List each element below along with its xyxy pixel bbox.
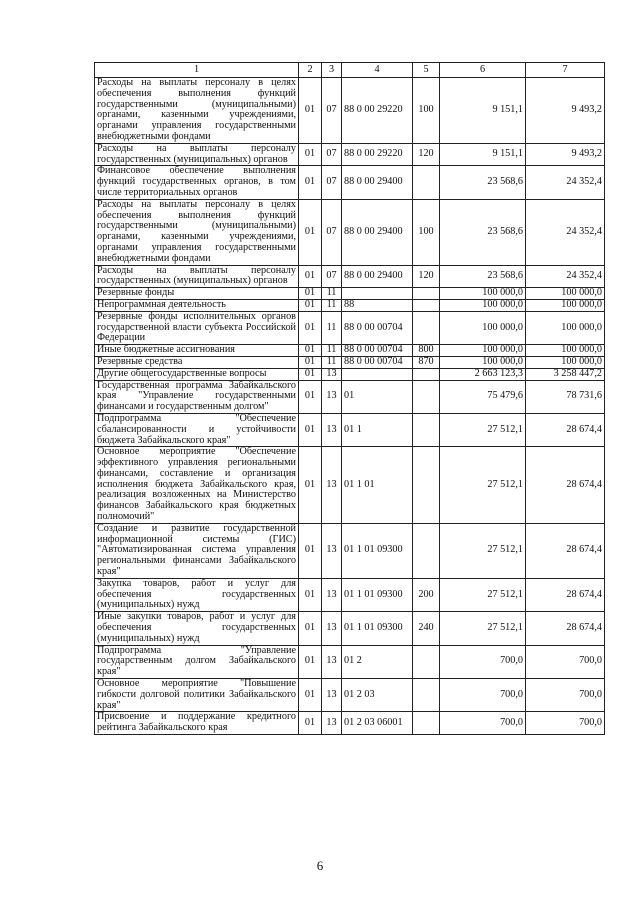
table-row (95, 380, 605, 413)
row-name-cell: Резервные фонды (95, 288, 299, 300)
amount-year1-cell: 23 568,6 (440, 265, 526, 288)
expense-type-cell (413, 299, 440, 311)
amount-year2-cell: 3 258 447,2 (526, 368, 605, 380)
section-code-cell: 01 (299, 143, 322, 166)
amount-year1-cell: 700,0 (440, 679, 526, 712)
row-name-cell: Государственная программа Забайкальского края "Управление государственными финансами и государственным долгом" (95, 380, 299, 413)
section-code-cell: 01 (299, 199, 322, 265)
section-code-cell: 01 (299, 299, 322, 311)
amount-year2-cell: 100 000,0 (526, 288, 605, 300)
subsection-code-cell: 13 (322, 645, 342, 678)
expense-type-cell (413, 679, 440, 712)
subsection-code-cell: 13 (322, 523, 342, 578)
expense-type-cell: 120 (413, 265, 440, 288)
table-row (95, 299, 605, 311)
row-name-cell: Иные закупки товаров, работ и услуг для обеспечения государственных (муниципальных) нужд (95, 612, 299, 645)
table-row (95, 679, 605, 712)
row-name-cell: Подпрограмма "Управление государственным долгом Забайкальского края" (95, 645, 299, 678)
amount-year1-cell: 9 151,1 (440, 143, 526, 166)
target-article-cell: 88 0 00 00704 (342, 345, 413, 357)
table-row (95, 712, 605, 735)
target-article-cell: 88 0 00 29220 (342, 78, 413, 144)
subsection-code-cell: 13 (322, 612, 342, 645)
subsection-code-cell: 13 (322, 413, 342, 446)
row-name-cell: Расходы на выплаты персоналу в целях обеспечения выполнения функций государственными (муниципальными) органами, казенными учреждениями, органами управления государственными внебюджетными фондами (95, 78, 299, 144)
amount-year1-cell: 700,0 (440, 645, 526, 678)
amount-year2-cell: 24 352,4 (526, 166, 605, 199)
table-row (95, 645, 605, 678)
amount-year2-cell: 9 493,2 (526, 143, 605, 166)
expense-type-cell: 100 (413, 78, 440, 144)
section-code-cell: 01 (299, 413, 322, 446)
amount-year2-cell: 24 352,4 (526, 199, 605, 265)
amount-year1-cell: 100 000,0 (440, 311, 526, 344)
table-row (95, 143, 605, 166)
row-name-cell: Непрограммная деятельность (95, 299, 299, 311)
section-code-cell: 01 (299, 712, 322, 735)
header-cell: 6 (440, 63, 526, 78)
subsection-code-cell: 13 (322, 712, 342, 735)
amount-year1-cell: 27 512,1 (440, 578, 526, 611)
amount-year2-cell: 100 000,0 (526, 356, 605, 368)
amount-year1-cell: 27 512,1 (440, 612, 526, 645)
amount-year1-cell: 100 000,0 (440, 288, 526, 300)
amount-year1-cell: 100 000,0 (440, 356, 526, 368)
subsection-code-cell: 07 (322, 143, 342, 166)
header-cell: 1 (95, 63, 299, 78)
target-article-cell: 01 2 03 (342, 679, 413, 712)
row-name-cell: Другие общегосударственные вопросы (95, 368, 299, 380)
header-cell: 5 (413, 63, 440, 78)
section-code-cell: 01 (299, 166, 322, 199)
subsection-code-cell: 07 (322, 199, 342, 265)
subsection-code-cell: 13 (322, 447, 342, 524)
section-code-cell: 01 (299, 345, 322, 357)
amount-year1-cell: 75 479,6 (440, 380, 526, 413)
section-code-cell: 01 (299, 368, 322, 380)
expense-type-cell: 870 (413, 356, 440, 368)
table-row (95, 612, 605, 645)
row-name-cell: Иные бюджетные ассигнования (95, 345, 299, 357)
target-article-cell: 88 0 00 29220 (342, 143, 413, 166)
page-number: 6 (316, 858, 324, 873)
amount-year1-cell: 100 000,0 (440, 299, 526, 311)
amount-year2-cell: 28 674,4 (526, 413, 605, 446)
expense-type-cell (413, 712, 440, 735)
target-article-cell: 88 0 00 29400 (342, 166, 413, 199)
table-row (95, 78, 605, 144)
section-code-cell: 01 (299, 356, 322, 368)
amount-year2-cell: 28 674,4 (526, 447, 605, 524)
subsection-code-cell: 13 (322, 578, 342, 611)
amount-year2-cell: 700,0 (526, 679, 605, 712)
subsection-code-cell: 11 (322, 356, 342, 368)
row-name-cell: Финансовое обеспечение выполнения функций государственных органов, в том числе территориальных органов (95, 166, 299, 199)
amount-year2-cell: 28 674,4 (526, 578, 605, 611)
target-article-cell: 01 1 01 09300 (342, 578, 413, 611)
target-article-cell: 88 0 00 29400 (342, 265, 413, 288)
expense-type-cell (413, 166, 440, 199)
table-row (95, 166, 605, 199)
table-row (95, 199, 605, 265)
row-name-cell: Основное мероприятие "Повышение гибкости долговой политики Забайкальского края" (95, 679, 299, 712)
row-name-cell: Расходы на выплаты персоналу государственных (муниципальных) органов (95, 265, 299, 288)
table-row (95, 265, 605, 288)
target-article-cell: 01 (342, 380, 413, 413)
amount-year1-cell: 100 000,0 (440, 345, 526, 357)
amount-year1-cell: 2 663 123,3 (440, 368, 526, 380)
section-code-cell: 01 (299, 447, 322, 524)
subsection-code-cell: 07 (322, 265, 342, 288)
expense-type-cell: 100 (413, 199, 440, 265)
section-code-cell: 01 (299, 311, 322, 344)
amount-year1-cell: 27 512,1 (440, 447, 526, 524)
subsection-code-cell: 11 (322, 288, 342, 300)
subsection-code-cell: 13 (322, 380, 342, 413)
target-article-cell: 01 1 01 09300 (342, 612, 413, 645)
amount-year1-cell: 9 151,1 (440, 78, 526, 144)
expense-type-cell (413, 447, 440, 524)
amount-year2-cell: 700,0 (526, 645, 605, 678)
table-row (95, 578, 605, 611)
row-name-cell: Расходы на выплаты персоналу государственных (муниципальных) органов (95, 143, 299, 166)
amount-year2-cell: 100 000,0 (526, 299, 605, 311)
subsection-code-cell: 11 (322, 311, 342, 344)
table-row (95, 356, 605, 368)
table-row (95, 447, 605, 524)
expense-type-cell: 800 (413, 345, 440, 357)
amount-year2-cell: 28 674,4 (526, 523, 605, 578)
table-row (95, 413, 605, 446)
expense-type-cell: 240 (413, 612, 440, 645)
expense-type-cell: 200 (413, 578, 440, 611)
expense-type-cell: 120 (413, 143, 440, 166)
row-name-cell: Создание и развитие государственной информационной системы (ГИС) "Автоматизированная система управления региональными финансами Забайкальского края" (95, 523, 299, 578)
subsection-code-cell: 07 (322, 78, 342, 144)
section-code-cell: 01 (299, 380, 322, 413)
expense-type-cell (413, 311, 440, 344)
subsection-code-cell: 13 (322, 368, 342, 380)
section-code-cell: 01 (299, 523, 322, 578)
row-name-cell: Подпрограмма "Обеспечение сбалансированности и устойчивости бюджета Забайкальского края" (95, 413, 299, 446)
section-code-cell: 01 (299, 578, 322, 611)
section-code-cell: 01 (299, 612, 322, 645)
target-article-cell: 01 1 01 (342, 447, 413, 524)
header-cell: 3 (322, 63, 342, 78)
target-article-cell (342, 368, 413, 380)
budget-table (94, 62, 605, 735)
target-article-cell: 01 1 (342, 413, 413, 446)
header-row (95, 63, 605, 78)
section-code-cell: 01 (299, 288, 322, 300)
expense-type-cell (413, 368, 440, 380)
target-article-cell: 88 0 00 00704 (342, 356, 413, 368)
target-article-cell: 88 (342, 299, 413, 311)
amount-year2-cell: 78 731,6 (526, 380, 605, 413)
subsection-code-cell: 11 (322, 299, 342, 311)
table-body (95, 78, 605, 735)
table-row (95, 288, 605, 300)
expense-type-cell (413, 523, 440, 578)
amount-year1-cell: 23 568,6 (440, 166, 526, 199)
target-article-cell: 01 2 (342, 645, 413, 678)
table-row (95, 523, 605, 578)
subsection-code-cell: 07 (322, 166, 342, 199)
section-code-cell: 01 (299, 265, 322, 288)
amount-year2-cell: 28 674,4 (526, 612, 605, 645)
expense-type-cell (413, 413, 440, 446)
section-code-cell: 01 (299, 78, 322, 144)
amount-year1-cell: 27 512,1 (440, 413, 526, 446)
header-cell: 4 (342, 63, 413, 78)
target-article-cell: 88 0 00 29400 (342, 199, 413, 265)
row-name-cell: Закупка товаров, работ и услуг для обеспечения государственных (муниципальных) нужд (95, 578, 299, 611)
amount-year2-cell: 100 000,0 (526, 311, 605, 344)
amount-year1-cell: 27 512,1 (440, 523, 526, 578)
target-article-cell (342, 288, 413, 300)
amount-year2-cell: 100 000,0 (526, 345, 605, 357)
expense-type-cell (413, 380, 440, 413)
row-name-cell: Присвоение и поддержание кредитного рейтинга Забайкальского края (95, 712, 299, 735)
section-code-cell: 01 (299, 679, 322, 712)
target-article-cell: 01 1 01 09300 (342, 523, 413, 578)
row-name-cell: Основное мероприятие "Обеспечение эффективного управления региональными финансами, составление и организация исполнения бюджета Забайкальского края, реализация возложенных на Министерство финансов Забайкальского края бюджетных полномочий" (95, 447, 299, 524)
amount-year2-cell: 700,0 (526, 712, 605, 735)
header-cell: 7 (526, 63, 605, 78)
subsection-code-cell: 13 (322, 679, 342, 712)
target-article-cell: 88 0 00 00704 (342, 311, 413, 344)
table-row (95, 368, 605, 380)
expense-type-cell (413, 645, 440, 678)
row-name-cell: Расходы на выплаты персоналу в целях обеспечения выполнения функций государственными (муниципальными) органами, казенными учреждениями, органами управления государственными внебюджетными фондами (95, 199, 299, 265)
table-row (95, 345, 605, 357)
target-article-cell: 01 2 03 06001 (342, 712, 413, 735)
expense-type-cell (413, 288, 440, 300)
amount-year2-cell: 9 493,2 (526, 78, 605, 144)
section-code-cell: 01 (299, 645, 322, 678)
row-name-cell: Резервные фонды исполнительных органов государственной власти субъекта Российской Федерации (95, 311, 299, 344)
amount-year1-cell: 700,0 (440, 712, 526, 735)
header-cell: 2 (299, 63, 322, 78)
amount-year2-cell: 24 352,4 (526, 265, 605, 288)
table-row (95, 311, 605, 344)
subsection-code-cell: 11 (322, 345, 342, 357)
row-name-cell: Резервные средства (95, 356, 299, 368)
amount-year1-cell: 23 568,6 (440, 199, 526, 265)
